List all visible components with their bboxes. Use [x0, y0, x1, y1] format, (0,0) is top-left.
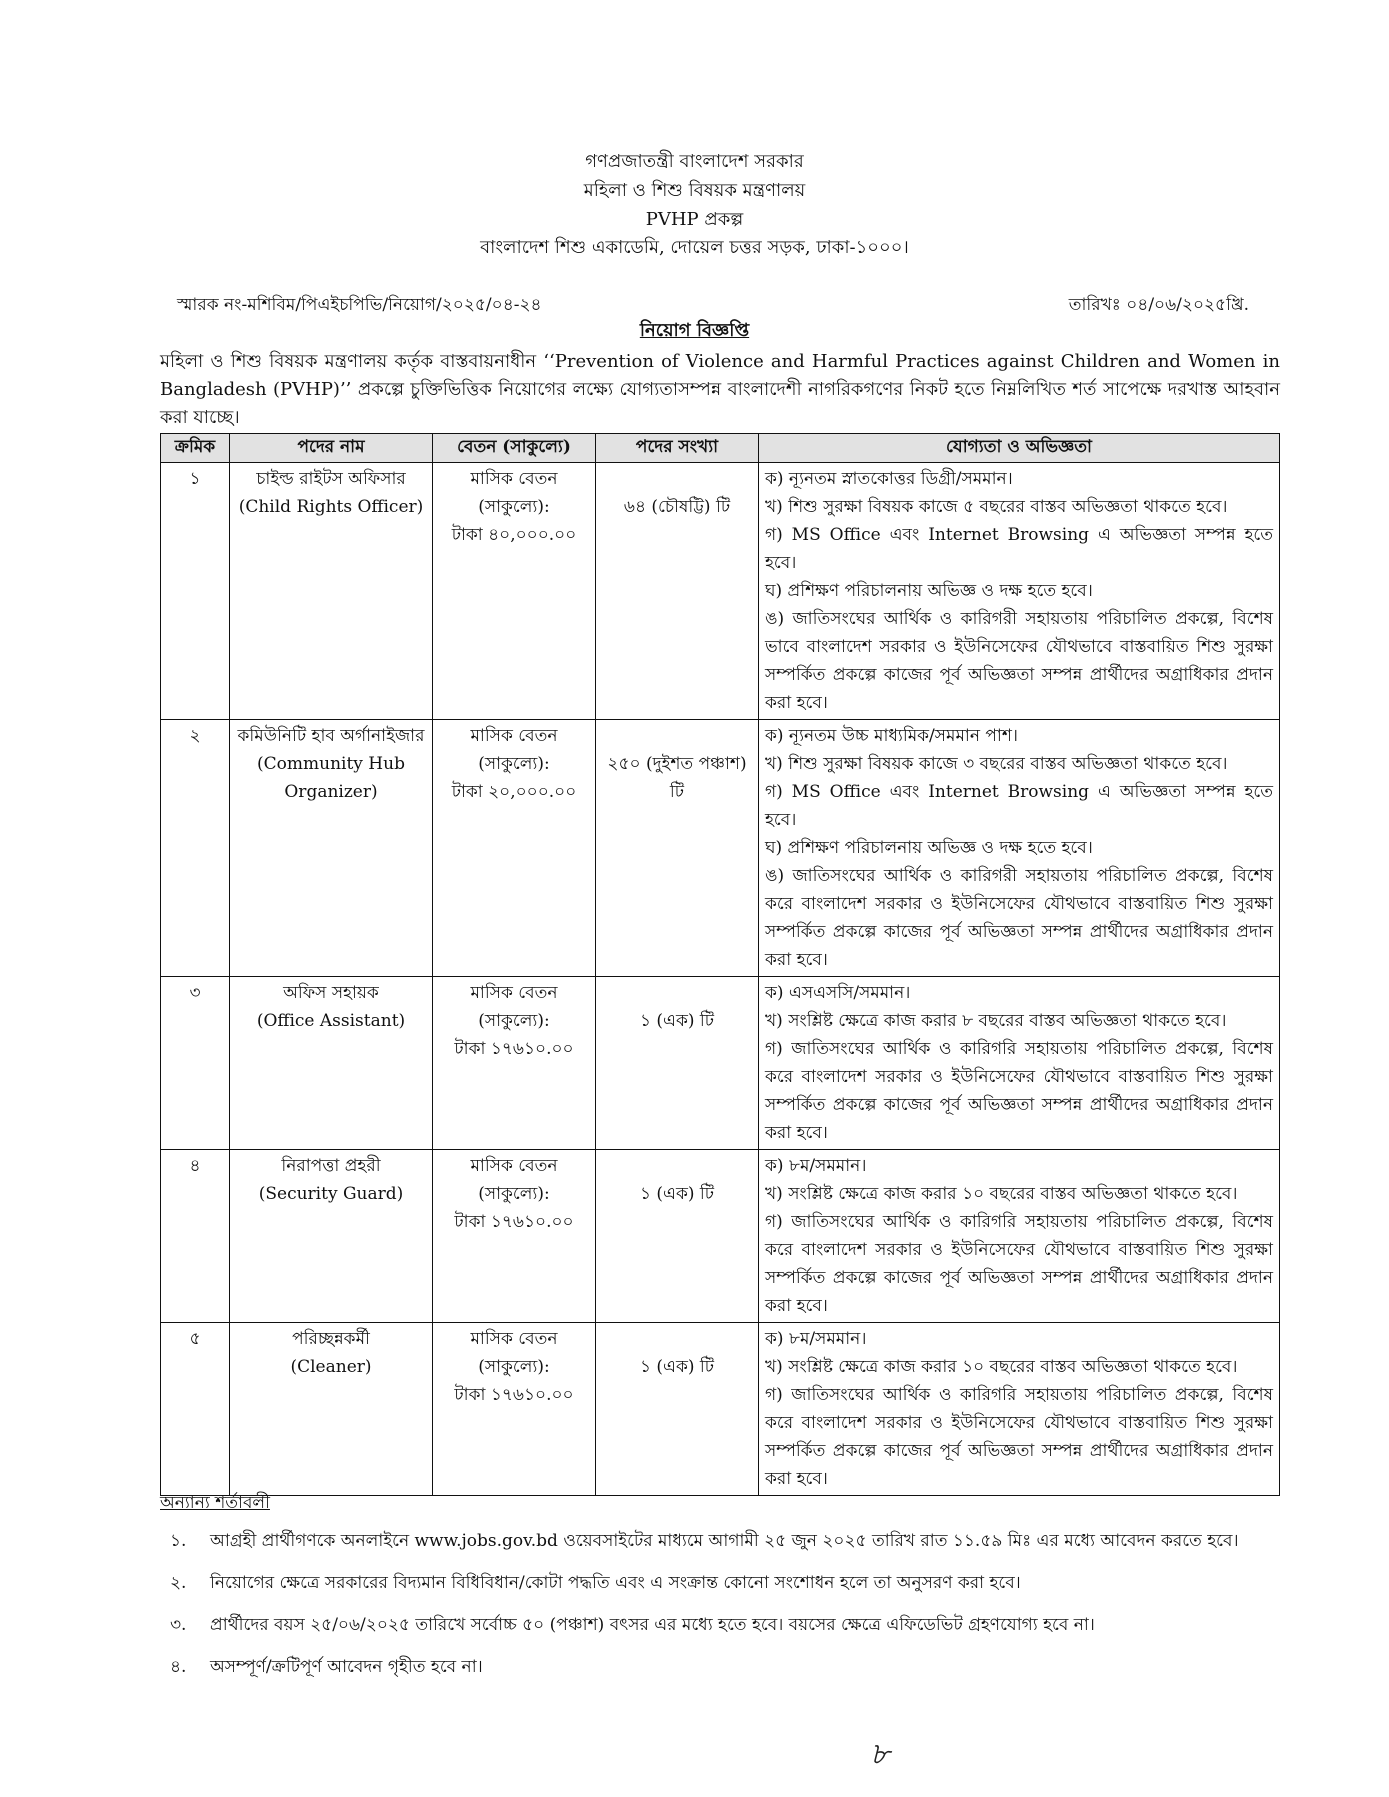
job-table: [160, 433, 1280, 1496]
post-salary: মাসিক বেতন (সাকুল্যে): টাকা ১৭৬১০.০০: [433, 1150, 596, 1323]
col-serial: ক্রমিক: [161, 434, 230, 463]
post-qualification: ক) ৮ম/সমমান। খ) সংশ্লিষ্ট ক্ষেত্রে কাজ করার ১০ বছরের বাস্তব অভিজ্ঞতা থাকতে হবে। গ) জাতিসংঘের আর্থিক ও কারিগরি সহায়তায় পরিচালিত প্রকল্পে, বিশেষ করে বাংলাদেশ সরকার ও ইউনিসেফের যৌথভাবে বাস্তবায়িত শিশু সুরক্ষা সম্পর্কিত প্রকল্পে কাজের পূর্ব অভিজ্ঞতা সম্পন্ন প্রার্থীদের অগ্রাধিকার প্রদান করা হবে।: [759, 1150, 1280, 1323]
post-qualification: ক) ন্যূনতম উচ্চ মাধ্যমিক/সমমান পাশ। খ) শিশু সুরক্ষা বিষয়ক কাজে ৩ বছরের বাস্তব অভিজ্ঞতা থাকতে হবে। গ) MS Office এবং Internet Browsing এ অভিজ্ঞতা সম্পন্ন হতে হবে। ঘ) প্রশিক্ষণ পরিচালনায় অভিজ্ঞ ও দক্ষ হতে হবে। ঙ) জাতিসংঘের আর্থিক ও কারিগরী সহায়তায় পরিচালিত প্রকল্পে, বিশেষ করে বাংলাদেশ সরকার ও ইউনিসেফের যৌথভাবে বাস্তবায়িত শিশু সুরক্ষা সম্পর্কিত প্রকল্পে কাজের পূর্ব অভিজ্ঞতা সম্পন্ন প্রার্থীদের অগ্রাধিকার প্রদান করা হবে।: [759, 720, 1280, 977]
list-item: ১. আগ্রহী প্রার্থীগণকে অনলাইনে www.jobs.gov.bd ওয়েবসাইটের মাধ্যমে আগামী ২৫ জুন ২০২৫ তারিখ রাত ১১.৫৯ মিঃ এর মধ্যে আবেদন করতে হবে।: [170, 1531, 1239, 1551]
table-row: [161, 1323, 1280, 1496]
col-qualification: যোগ্যতা ও অভিজ্ঞতা: [759, 434, 1280, 463]
row-serial: ১: [161, 463, 230, 720]
table-row: [161, 463, 1280, 720]
post-salary: মাসিক বেতন (সাকুল্যে): টাকা ১৭৬১০.০০: [433, 977, 596, 1150]
row-serial: ২: [161, 720, 230, 977]
table-row: [161, 977, 1280, 1150]
post-name: নিরাপত্তা প্রহরী (Security Guard): [230, 1150, 433, 1323]
post-salary: মাসিক বেতন (সাকুল্যে): টাকা ১৭৬১০.০০: [433, 1323, 596, 1496]
table-header-row: [161, 434, 1280, 463]
col-post-name: পদের নাম: [230, 434, 433, 463]
list-item: ২. নিয়োগের ক্ষেত্রে সরকারের বিদ্যমান বিধিবিধান/কোটা পদ্ধতি এবং এ সংক্রান্ত কোনো সংশোধন হলে তা অনুসরণ করা হবে।: [170, 1573, 1021, 1593]
post-name: চাইল্ড রাইটস অফিসার (Child Rights Officer): [230, 463, 433, 720]
list-item: ৪. অসম্পূর্ণ/ক্রটিপূর্ণ আবেদন গৃহীত হবে না।: [170, 1657, 483, 1677]
post-name: পরিচ্ছন্নকর্মী (Cleaner): [230, 1323, 433, 1496]
post-count: ৬৪ (চৌষট্টি) টি: [596, 463, 759, 720]
post-name: কমিউনিটি হাব অর্গানাইজার (Community Hub Organizer): [230, 720, 433, 977]
conditions-list: [160, 1525, 1280, 1693]
list-item: ৩. প্রার্থীদের বয়স ২৫/০৬/২০২৫ তারিখে সর্বোচ্চ ৫০ (পঞ্চাশ) বৎসর এর মধ্যে হতে হবে। বয়সের ক্ষেত্রে এফিডেভিট গ্রহণযোগ্য হবে না।: [170, 1615, 1095, 1635]
notice-date: তারিখঃ ০৪/০৬/২০২৫খ্রি.: [1068, 295, 1249, 315]
post-name: অফিস সহায়ক (Office Assistant): [230, 977, 433, 1150]
row-serial: ৪: [161, 1150, 230, 1323]
post-qualification: ক) ৮ম/সমমান। খ) সংশ্লিষ্ট ক্ষেত্রে কাজ করার ১০ বছরের বাস্তব অভিজ্ঞতা থাকতে হবে। গ) জাতিসংঘের আর্থিক ও কারিগরি সহায়তায় পরিচালিত প্রকল্পে, বিশেষ করে বাংলাদেশ সরকার ও ইউনিসেফের যৌথভাবে বাস্তবায়িত শিশু সুরক্ষা সম্পর্কিত প্রকল্পে কাজের পূর্ব অভিজ্ঞতা সম্পন্ন প্রার্থীদের অগ্রাধিকার প্রদান করা হবে।: [759, 1323, 1280, 1496]
page-signature: ৮: [870, 1737, 890, 1772]
post-qualification: ক) ন্যূনতম স্নাতকোত্তর ডিগ্রী/সমমান। খ) শিশু সুরক্ষা বিষয়ক কাজে ৫ বছরের বাস্তব অভিজ্ঞতা থাকতে হবে। গ) MS Office এবং Internet Browsing এ অভিজ্ঞতা সম্পন্ন হতে হবে। ঘ) প্রশিক্ষণ পরিচালনায় অভিজ্ঞ ও দক্ষ হতে হবে। ঙ) জাতিসংঘের আর্থিক ও কারিগরী সহায়তায় পরিচালিত প্রকল্পে, বিশেষ ভাবে বাংলাদেশ সরকার ও ইউনিসেফের যৌথভাবে বাস্তবায়িত শিশু সুরক্ষা সম্পর্কিত প্রকল্পে কাজের পূর্ব অভিজ্ঞতা সম্পন্ন প্রার্থীদের অগ্রাধিকার প্রদান করা হবে।: [759, 463, 1280, 720]
memo-number: স্মারক নং-মশিবিম/পিএইচপিভি/নিয়োগ/২০২৫/০৪-২৪: [177, 295, 542, 315]
post-count: ২৫০ (দুইশত পঞ্চাশ) টি: [596, 720, 759, 977]
row-serial: ৫: [161, 1323, 230, 1496]
post-salary: মাসিক বেতন (সাকুল্যে): টাকা ২০,০০০.০০: [433, 720, 596, 977]
office-address: বাংলাদেশ শিশু একাডেমি, দোয়েল চত্তর সড়ক, ঢাকা-১০০০।: [480, 237, 909, 258]
col-post-count: পদের সংখ্যা: [596, 434, 759, 463]
govt-name: গণপ্রজাতন্ত্রী বাংলাদেশ সরকার: [585, 151, 804, 172]
table-row: [161, 720, 1280, 977]
row-serial: ৩: [161, 977, 230, 1150]
post-count: ১ (এক) টি: [596, 1323, 759, 1496]
notice-title: নিয়োগ বিজ্ঞপ্তি: [639, 320, 750, 341]
col-salary: বেতন (সাকুল্যে): [433, 434, 596, 463]
post-qualification: ক) এসএসসি/সমমান। খ) সংশ্লিষ্ট ক্ষেত্রে কাজ করার ৮ বছরের বাস্তব অভিজ্ঞতা থাকতে হবে। গ) জাতিসংঘের আর্থিক ও কারিগরি সহায়তায় পরিচালিত প্রকল্পে, বিশেষ করে বাংলাদেশ সরকার ও ইউনিসেফের যৌথভাবে বাস্তবায়িত শিশু সুরক্ষা সম্পর্কিত প্রকল্পে কাজের পূর্ব অভিজ্ঞতা সম্পন্ন প্রার্থীদের অগ্রাধিকার প্রদান করা হবে।: [759, 977, 1280, 1150]
project-name: PVHP প্রকল্প: [645, 209, 744, 230]
intro-paragraph: মহিলা ও শিশু বিষয়ক মন্ত্রণালয় কর্তৃক বাস্তবায়নাধীন ‘‘Prevention of Violence and Harmful Practices against Children and Women in Bangladesh (PVHP)’’ প্রকল্পে চুক্তিভিত্তিক নিয়োগের লক্ষ্যে যোগ্যতাসম্পন্ন বাংলাদেশী নাগরিকগণের নিকট হতে নিম্নলিখিত শর্ত সাপেক্ষে দরখাস্ত আহবান করা যাচ্ছে।: [160, 351, 1280, 428]
table-row: [161, 1150, 1280, 1323]
post-count: ১ (এক) টি: [596, 977, 759, 1150]
post-count: ১ (এক) টি: [596, 1150, 759, 1323]
ministry-name: মহিলা ও শিশু বিষয়ক মন্ত্রণালয়: [583, 180, 806, 201]
post-salary: মাসিক বেতন (সাকুল্যে): টাকা ৪০,০০০.০০: [433, 463, 596, 720]
other-conditions-title: অন্যান্য শর্তাবলী: [160, 1493, 270, 1513]
